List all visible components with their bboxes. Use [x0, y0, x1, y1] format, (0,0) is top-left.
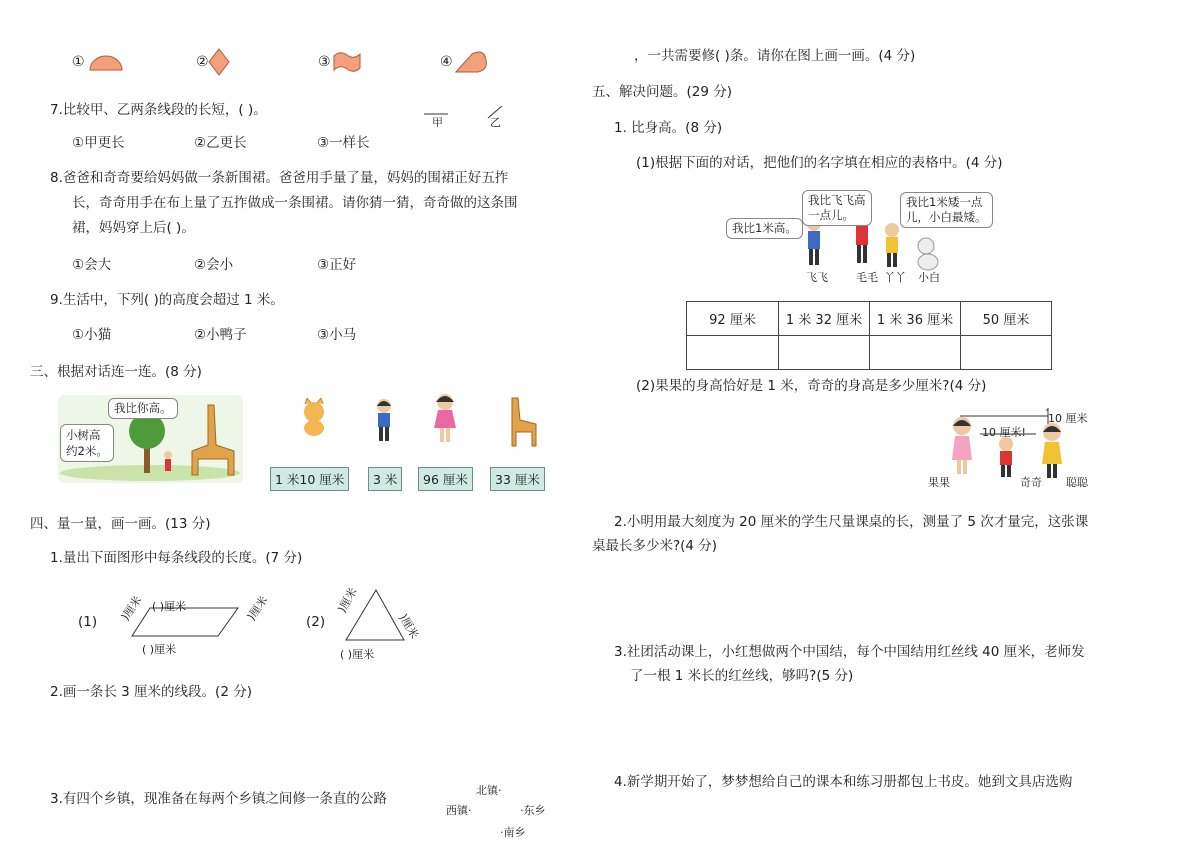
problem-1b-text: (2)果果的身高恰好是 1 米，奇奇的身高是多少厘米?(4 分) — [636, 378, 987, 394]
name-qiqi: 奇奇 — [1020, 476, 1042, 489]
height-table-header: 92 厘米 — [687, 302, 779, 336]
height-table-header: 1 米 36 厘米 — [870, 302, 961, 336]
triangle-bottom-blank: ( )厘米 — [340, 648, 375, 661]
q8-option-1: ①会大 — [72, 257, 112, 273]
q7-option-2: ②乙更长 — [194, 135, 247, 151]
town-south: ·南乡 — [500, 826, 526, 839]
height-tag-1: 1 米10 厘米 — [270, 467, 349, 491]
segment-jia-label: 甲 — [432, 116, 443, 129]
q9-option-2: ②小鸭子 — [194, 327, 247, 343]
height-table-header: 50 厘米 — [961, 302, 1052, 336]
town-east: ·东乡 — [520, 804, 546, 817]
q9-option-3: ③小马 — [317, 327, 357, 343]
height-label-10cm-exclaim: 10 厘米! — [982, 426, 1026, 439]
problem-3-line2: 了一根 1 米长的红丝线，够吗?(5 分) — [630, 668, 854, 684]
wavy-shape — [332, 50, 362, 74]
curved-shape — [454, 50, 490, 74]
triangle-left-blank: )厘米 — [335, 585, 360, 615]
question-7-text: 7.比较甲、乙两条线段的长短，( )。 — [50, 102, 267, 118]
q9-option-1: ①小猫 — [72, 327, 112, 343]
name-feifei: 飞飞 — [806, 271, 828, 284]
boy-icon — [372, 398, 396, 444]
parallelogram-left-blank: )厘米 — [118, 593, 145, 623]
figure-2-number: (2) — [306, 614, 326, 630]
q3-continuation: ，一共需要修( )条。请你在图上画一画。(4 分) — [634, 48, 916, 64]
figure-1-number: (1) — [78, 614, 98, 630]
section-4-q1: 1.量出下面图形中每条线段的长度。(7 分) — [50, 550, 303, 566]
giraffe-speech-bubble: 我比你高。 — [108, 398, 178, 419]
segment-yi-label: 乙 — [490, 116, 501, 129]
q7-option-3: ③一样长 — [317, 135, 370, 151]
problem-2-line1: 2.小明用最大刻度为 20 厘米的学生尺量课桌的长，测量了 5 次才量完，这张课 — [614, 514, 1089, 530]
height-table — [686, 301, 1052, 370]
maomao-bubble: 我比飞飞高 一点儿。 — [802, 190, 872, 226]
option-3-label: ③ — [318, 54, 331, 70]
diamond-shape — [208, 48, 230, 76]
name-congcong: 聪聪 — [1066, 476, 1088, 489]
section-5-title: 五、解决问题。(29 分) — [592, 84, 733, 100]
half-circle-shape — [88, 54, 124, 72]
name-guoguo: 果果 — [928, 476, 950, 489]
name-answer-cell[interactable] — [687, 336, 779, 370]
question-8-line2: 长，奇奇用手在布上量了五拃做成一条围裙。请你猜一猜，奇奇做的这条围 — [72, 195, 518, 211]
section-4-q2: 2.画一条长 3 厘米的线段。(2 分) — [50, 684, 252, 700]
name-answer-cell[interactable] — [779, 336, 870, 370]
girl-icon — [430, 392, 460, 444]
name-xiaobai: 小白 — [918, 271, 940, 284]
triangle-right-blank: )厘米 — [396, 611, 421, 641]
section-4-q3: 3.有四个乡镇，现准备在每两个乡镇之间修一条直的公路 — [50, 791, 387, 807]
problem-4-text: 4.新学期开始了，梦梦想给自己的课本和练习册都包上书皮。她到文具店选购 — [614, 774, 1073, 790]
option-2-label: ② — [196, 54, 209, 70]
problem-2-line2: 桌最长多少米?(4 分) — [592, 538, 718, 554]
height-tag-3: 96 厘米 — [418, 467, 473, 491]
town-north: 北镇· — [476, 784, 502, 797]
yaya-bubble: 我比1米矮一点 儿，小白最矮。 — [900, 192, 993, 228]
problem-1-title: 1. 比身高。(8 分) — [614, 120, 723, 136]
tree-speech-bubble: 小树高 约2米。 — [60, 424, 114, 462]
q8-option-2: ②会小 — [194, 257, 234, 273]
problem-3-line1: 3.社团活动课上，小红想做两个中国结，每个中国结用红丝线 40 厘米，老师发 — [614, 644, 1085, 660]
town-west: 西镇· — [446, 804, 472, 817]
option-4-label: ④ — [440, 54, 453, 70]
name-yaya: 丫丫 — [884, 271, 906, 284]
problem-1a-text: (1)根据下面的对话，把他们的名字填在相应的表格中。(4 分) — [636, 155, 1003, 171]
name-answer-cell[interactable] — [961, 336, 1052, 370]
question-8-line3: 裙，妈妈穿上后( )。 — [72, 220, 195, 236]
height-table-header: 1 米 32 厘米 — [779, 302, 870, 336]
name-maomao: 毛毛 — [856, 271, 878, 284]
giraffe-icon — [502, 396, 542, 448]
height-tag-2: 3 米 — [368, 467, 402, 491]
q8-option-3: ③正好 — [317, 257, 357, 273]
kitten-icon — [296, 398, 332, 438]
q7-option-1: ①甲更长 — [72, 135, 125, 151]
option-1-label: ① — [72, 54, 85, 70]
question-9-text: 9.生活中，下列( )的高度会超过 1 米。 — [50, 292, 284, 308]
feifei-bubble: 我比1米高。 — [726, 218, 803, 239]
section-3-title: 三、根据对话连一连。(8 分) — [30, 364, 202, 380]
question-8-line1: 8.爸爸和奇奇要给妈妈做一条新围裙。爸爸用手量了量，妈妈的围裙正好五拃 — [50, 170, 509, 186]
parallelogram-top-blank: ( )厘米 — [152, 600, 187, 613]
parallelogram-bottom-blank: ( )厘米 — [142, 643, 177, 656]
parallelogram-right-blank: )厘米 — [244, 593, 271, 623]
height-label-10cm: 10 厘米 — [1048, 412, 1088, 425]
name-answer-cell[interactable] — [870, 336, 961, 370]
height-tag-4: 33 厘米 — [490, 467, 545, 491]
section-4-title: 四、量一量，画一画。(13 分) — [30, 516, 211, 532]
